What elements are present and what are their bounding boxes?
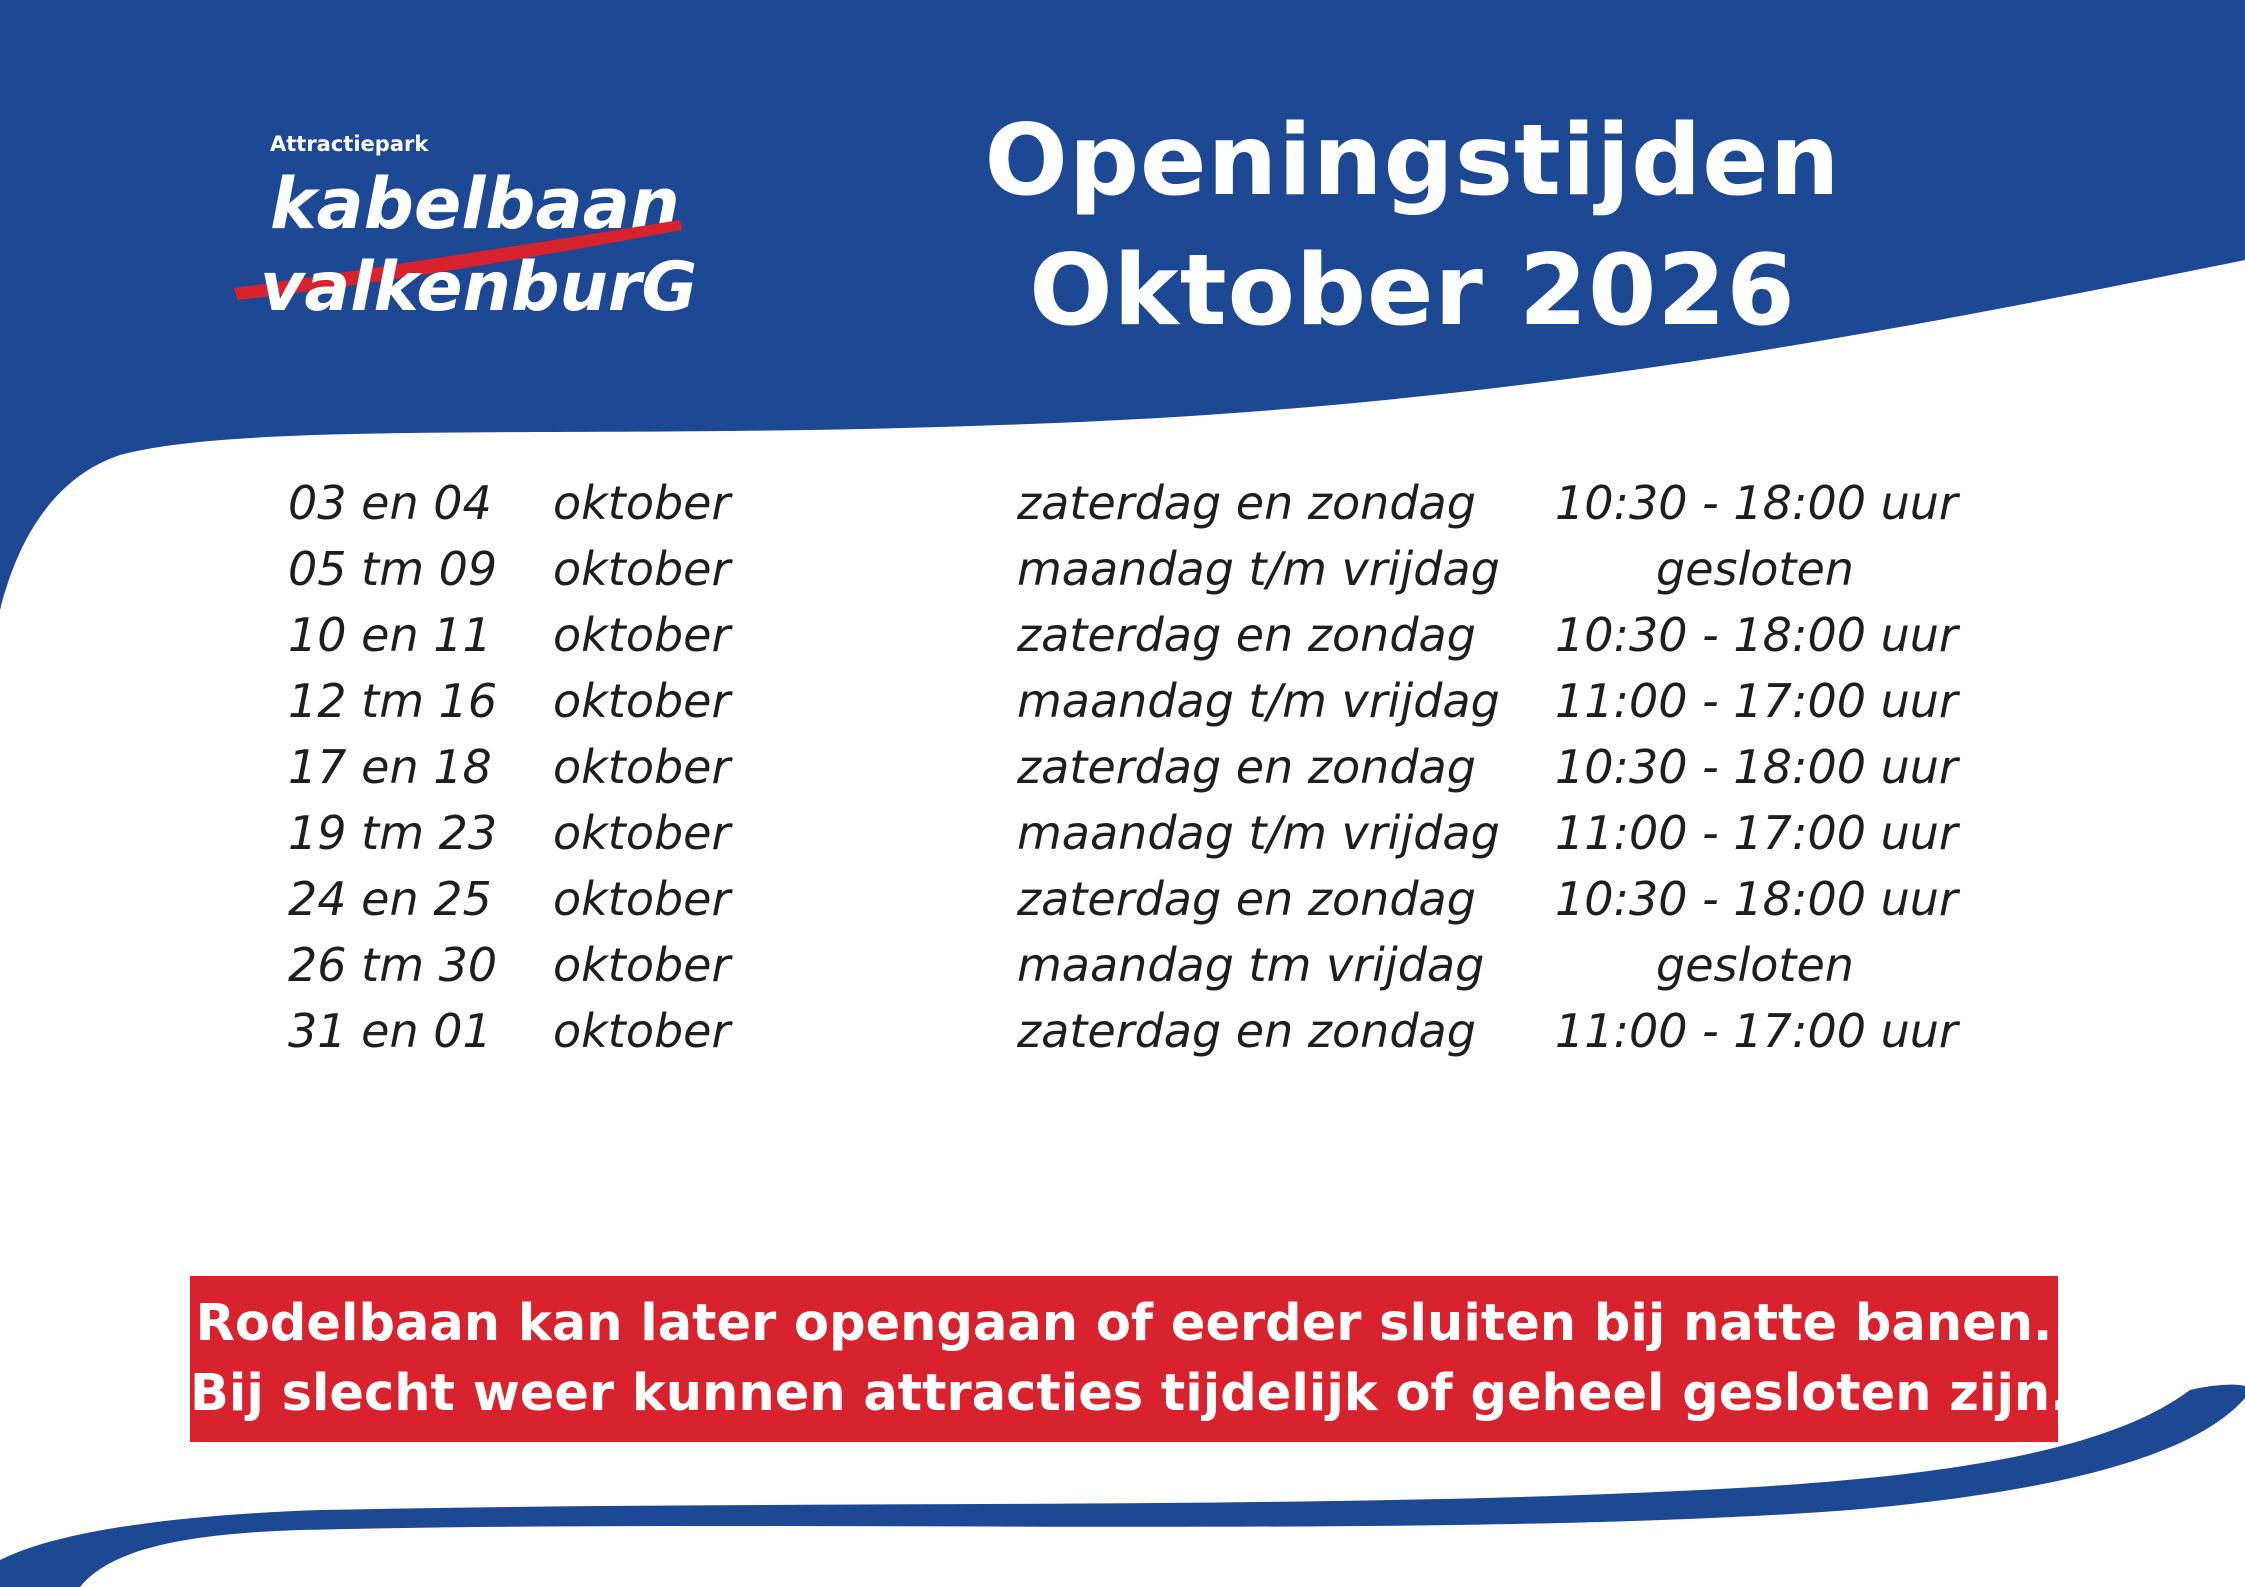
notice-line2: Bij slecht weer kunnen attracties tijdelijk of geheel gesloten zijn. (190, 1364, 2070, 1423)
schedule-hours: 10:30 - 18:00 uur (1555, 740, 1958, 794)
schedule-hours: 10:30 - 18:00 uur (1555, 608, 1958, 662)
schedule-hours: gesloten (1656, 938, 1854, 992)
schedule-weekday: maandag t/m vrijdag (1017, 542, 1500, 596)
schedule-row (0, 800, 2245, 866)
title-line1: Openingstijden (984, 104, 1841, 218)
schedule-row (0, 734, 2245, 800)
schedule-weekday: zaterdag en zondag (1017, 872, 1476, 926)
logo-line1: kabelbaan (270, 163, 680, 245)
schedule-hours: gesloten (1656, 542, 1854, 596)
schedule-weekday: zaterdag en zondag (1017, 1004, 1476, 1058)
schedule-month: oktober (553, 872, 731, 926)
schedule-month: oktober (553, 608, 731, 662)
schedule-month: oktober (553, 476, 731, 530)
schedule-weekday: maandag t/m vrijdag (1017, 806, 1500, 860)
schedule-days: 17 en 18 (288, 740, 492, 794)
schedule-weekday: maandag tm vrijdag (1017, 938, 1485, 992)
schedule-weekday: zaterdag en zondag (1017, 608, 1476, 662)
schedule-days: 05 tm 09 (288, 542, 498, 596)
schedule-month: oktober (553, 806, 731, 860)
schedule-days: 12 tm 16 (288, 674, 498, 728)
page-title (940, 96, 1885, 356)
schedule-days: 31 en 01 (288, 1004, 492, 1058)
schedule-month: oktober (553, 1004, 731, 1058)
schedule-days: 19 tm 23 (288, 806, 498, 860)
schedule-row (0, 866, 2245, 932)
schedule-weekday: zaterdag en zondag (1017, 476, 1476, 530)
notice-line1: Rodelbaan kan later opengaan of eerder sluiten bij natte banen. (195, 1294, 2053, 1353)
logo-line2: valkenburG (260, 248, 698, 327)
schedule-row (0, 536, 2245, 602)
schedule-row (0, 470, 2245, 536)
schedule-row (0, 602, 2245, 668)
schedule-month: oktober (553, 542, 731, 596)
schedule-row (0, 932, 2245, 998)
schedule-hours: 10:30 - 18:00 uur (1555, 476, 1958, 530)
weather-notice-banner (190, 1276, 2070, 1442)
schedule-hours: 11:00 - 17:00 uur (1555, 1004, 1958, 1058)
schedule-days: 10 en 11 (288, 608, 492, 662)
schedule-days: 24 en 25 (288, 872, 492, 926)
schedule-weekday: maandag t/m vrijdag (1017, 674, 1500, 728)
schedule-row (0, 668, 2245, 734)
park-logo (230, 120, 710, 350)
schedule-month: oktober (553, 674, 731, 728)
schedule-days: 26 tm 30 (288, 938, 498, 992)
logo-pre-label: Attractiepark (270, 132, 429, 156)
schedule-hours: 10:30 - 18:00 uur (1555, 872, 1958, 926)
schedule-month: oktober (553, 938, 731, 992)
schedule-hours: 11:00 - 17:00 uur (1555, 806, 1958, 860)
schedule-month: oktober (553, 740, 731, 794)
opening-hours-schedule (0, 470, 2245, 1064)
schedule-weekday: zaterdag en zondag (1017, 740, 1476, 794)
schedule-days: 03 en 04 (288, 476, 492, 530)
logo-wordmark (230, 150, 710, 350)
schedule-hours: 11:00 - 17:00 uur (1555, 674, 1958, 728)
schedule-row (0, 998, 2245, 1064)
title-line2: Oktober 2026 (1029, 234, 1796, 348)
